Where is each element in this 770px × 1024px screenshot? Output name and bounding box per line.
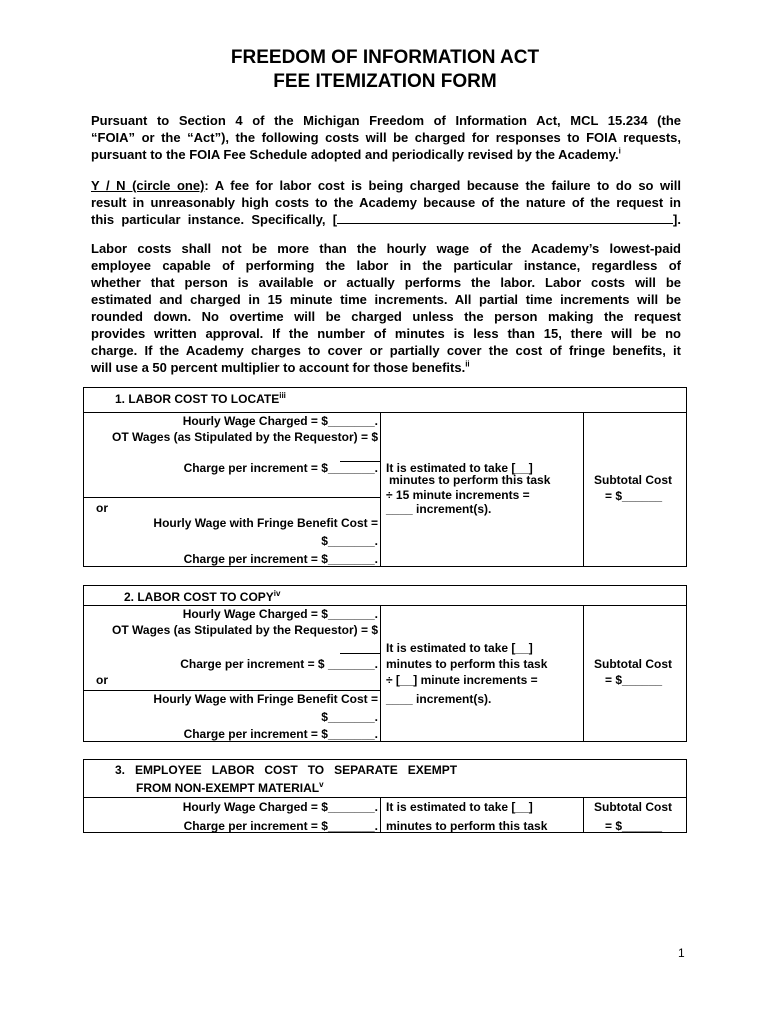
section-separate-heading: 3. EMPLOYEE LABOR COST TO SEPARATE EXEMPT bbox=[115, 763, 458, 777]
section-separate-heading-line2-text: FROM NON-EXEMPT MATERIAL bbox=[136, 781, 320, 795]
divider bbox=[83, 832, 687, 833]
separate-subtotal-label: Subtotal Cost bbox=[594, 800, 672, 814]
intro-line-2: “FOIA” or the “Act”), the following costs will be charged for responses to FOIA requests, bbox=[91, 130, 681, 145]
specifically-blank-field[interactable] bbox=[337, 211, 673, 224]
notice-line-1-text: : A fee for labor cost is being charged because the failure to do so will bbox=[204, 178, 681, 193]
divider bbox=[380, 605, 381, 742]
locate-fringe-charge-per-increment-field[interactable]: Charge per increment = $_______. bbox=[183, 552, 378, 566]
labor-fee-notice bbox=[91, 177, 681, 228]
intro-line-3-text: pursuant to the FOIA Fee Schedule adopted and periodically revised by the Academy. bbox=[91, 147, 619, 162]
labor-line-8 bbox=[91, 359, 681, 376]
section-locate-heading bbox=[115, 391, 286, 407]
locate-estimate-minutes-field[interactable]: It is estimated to take [__] bbox=[386, 461, 533, 475]
labor-line-5: rounded down. No overtime will be charged unless the person making the request bbox=[91, 309, 681, 324]
copy-fringe-cost-field[interactable]: $_______. bbox=[321, 710, 378, 724]
separate-subtotal-field[interactable]: = $______ bbox=[605, 819, 663, 833]
divider bbox=[583, 605, 584, 742]
footnote-marker: iii bbox=[279, 391, 286, 400]
divider bbox=[83, 412, 687, 413]
divider bbox=[83, 797, 687, 798]
labor-line-1: Labor costs shall not be more than the hourly wage of the Academy’s lowest-paid bbox=[91, 241, 681, 256]
separate-charge-per-increment-field[interactable]: Charge per increment = $_______. bbox=[183, 819, 378, 833]
divider bbox=[83, 605, 687, 606]
form-title-line1: FREEDOM OF INFORMATION ACT bbox=[230, 47, 540, 68]
copy-charge-per-increment-field[interactable]: Charge per increment = $ _______. bbox=[180, 657, 378, 671]
divider bbox=[583, 412, 584, 567]
labor-line-3: whether that person is available or actually performs the labor. Labor costs will be bbox=[91, 275, 681, 290]
copy-hourly-wage-field[interactable]: Hourly Wage Charged = $_______. bbox=[182, 607, 378, 621]
labor-line-4: estimated and charged in 15 minute time increments. All partial time increments will be bbox=[91, 292, 681, 307]
copy-increments-field[interactable]: ____ increment(s). bbox=[386, 692, 492, 706]
notice-line-3-suffix: ]. bbox=[673, 212, 681, 227]
notice-line-1 bbox=[91, 177, 681, 194]
section-copy-heading-text: 2. LABOR COST TO COPY bbox=[124, 590, 274, 604]
copy-fringe-cost-label: Hourly Wage with Fringe Benefit Cost = bbox=[153, 692, 378, 706]
copy-fringe-charge-per-increment-field[interactable]: Charge per increment = $_______. bbox=[183, 727, 378, 741]
copy-estimate-text: minutes to perform this task bbox=[386, 657, 548, 671]
locate-subtotal-label: Subtotal Cost bbox=[594, 473, 672, 487]
footnote-marker: v bbox=[319, 780, 324, 789]
labor-line-6: provides written approval. If the number of minutes is less than 15, there will be no bbox=[91, 326, 681, 341]
copy-subtotal-field[interactable]: = $______ bbox=[605, 673, 663, 687]
divider bbox=[340, 653, 380, 654]
labor-line-8-text: will use a 50 percent multiplier to account for those benefits. bbox=[91, 360, 466, 375]
labor-line-7: charge. If the Academy charges to cover or partially cover the cost of fringe benefits, it bbox=[91, 343, 681, 358]
footnote-marker: i bbox=[618, 146, 621, 156]
locate-estimate-text: minutes to perform this task bbox=[389, 473, 551, 487]
locate-increments-field[interactable]: ____ increment(s). bbox=[386, 502, 492, 516]
notice-line-3 bbox=[91, 211, 681, 228]
separate-estimate-text: minutes to perform this task bbox=[386, 819, 548, 833]
locate-charge-per-increment-field[interactable]: Charge per increment = $_______. bbox=[183, 461, 378, 475]
locate-subtotal-field[interactable]: = $______ bbox=[605, 489, 663, 503]
locate-ot-wages-field[interactable]: OT Wages (as Stipulated by the Requestor) = $ bbox=[112, 430, 378, 444]
circle-one-label[interactable]: Y / N (circle one) bbox=[91, 178, 205, 193]
divider bbox=[380, 797, 381, 832]
form-title-line2: FEE ITEMIZATION FORM bbox=[273, 71, 497, 92]
labor-line-2: employee capable of performing the labor in the particular instance, regardless of bbox=[91, 258, 681, 273]
intro-paragraph bbox=[91, 112, 681, 163]
footnote-marker: iv bbox=[273, 589, 281, 598]
footnote-marker: ii bbox=[465, 359, 470, 369]
notice-line-3-prefix: this particular instance. Specifically, [ bbox=[91, 212, 338, 227]
divider bbox=[380, 412, 381, 567]
separate-estimate-minutes-field[interactable]: It is estimated to take [__] bbox=[386, 800, 533, 814]
section-separate-heading-line2 bbox=[136, 780, 324, 796]
locate-increment-size: ÷ 15 minute increments = bbox=[386, 488, 530, 502]
separate-hourly-wage-field[interactable]: Hourly Wage Charged = $_______. bbox=[182, 800, 378, 814]
copy-subtotal-label: Subtotal Cost bbox=[594, 657, 672, 671]
page-number: 1 bbox=[678, 946, 685, 960]
locate-fringe-cost-field[interactable]: $_______. bbox=[321, 534, 378, 548]
labor-cost-paragraph bbox=[91, 240, 681, 376]
copy-ot-wages-field[interactable]: OT Wages (as Stipulated by the Requestor) = $ bbox=[112, 623, 378, 637]
locate-fringe-cost-label: Hourly Wage with Fringe Benefit Cost = bbox=[153, 516, 378, 530]
copy-increment-size-field[interactable]: ÷ [__] minute increments = bbox=[386, 673, 538, 687]
intro-line-3 bbox=[91, 146, 681, 163]
locate-hourly-wage-field[interactable]: Hourly Wage Charged = $_______. bbox=[182, 414, 378, 428]
or-label: or bbox=[96, 673, 108, 687]
notice-line-2: result in unreasonably high costs to the Academy because of the nature of the request in bbox=[91, 195, 681, 210]
intro-line-1: Pursuant to Section 4 of the Michigan Freedom of Information Act, MCL 15.234 (the bbox=[91, 113, 681, 128]
divider bbox=[583, 797, 584, 832]
copy-estimate-minutes-field[interactable]: It is estimated to take [__] bbox=[386, 641, 533, 655]
or-label: or bbox=[96, 501, 108, 515]
divider bbox=[83, 497, 380, 498]
section-locate-heading-text: 1. LABOR COST TO LOCATE bbox=[115, 392, 280, 406]
section-copy-heading bbox=[124, 589, 280, 605]
